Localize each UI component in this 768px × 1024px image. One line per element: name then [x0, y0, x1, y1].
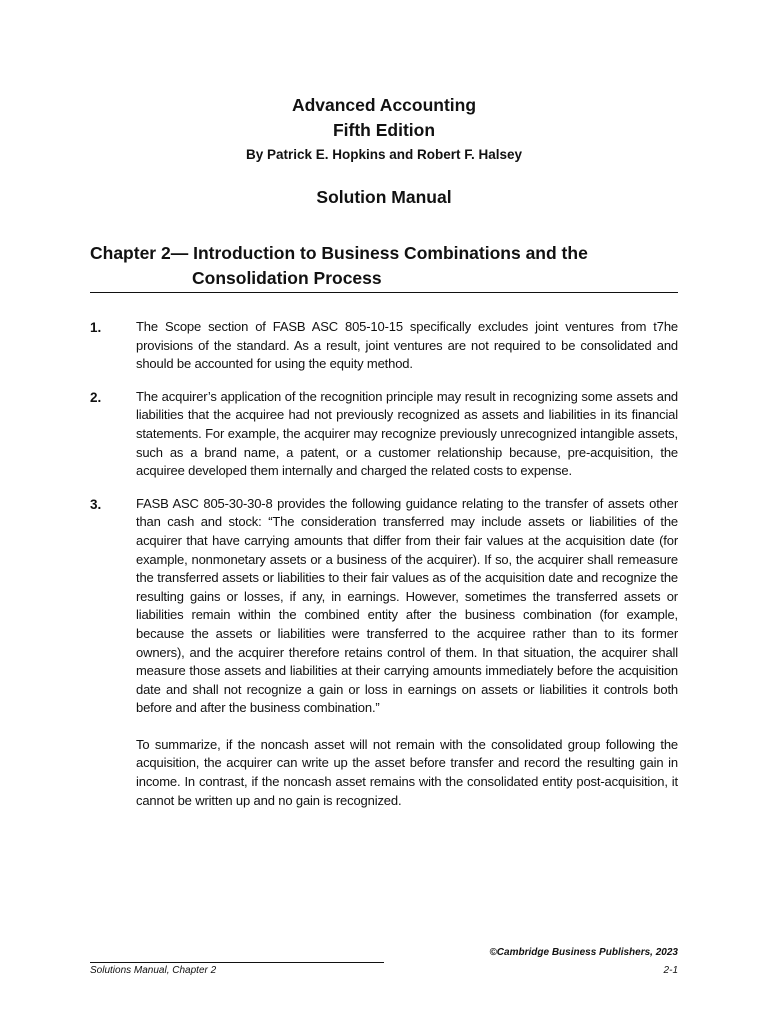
chapter-heading-line1: Chapter 2— Introduction to Business Combinations and the [90, 243, 588, 263]
solution-number: 3. [90, 496, 102, 512]
document-header [0, 93, 768, 208]
solution-paragraph: The acquirer’s application of the recognition principle may result in recognizing some assets and liabilities that the acquiree had not previously recognized as assets and liabilities in its financial statements. For example, the acquirer may recognize previously unrecognized intangible assets, such as a brand name, a patent, or a customer relationship because, pre-acquisition, the acquiree developed them internally and charged the related costs to expense. [136, 388, 678, 479]
solution-number: 2. [90, 389, 102, 405]
solution-paragraph: The Scope section of FASB ASC 805-10-15 specifically excludes joint ventures from t7he provisions of the standard. As a result, joint ventures are not required to be consolidated and should be accounted for using the equity method. [136, 319, 678, 372]
copyright-notice: ©Cambridge Business Publishers, 2023 [489, 947, 678, 958]
solution-body [136, 388, 678, 481]
solution-paragraph: FASB ASC 805-30-30-8 provides the following guidance relating to the transfer of assets other than cash and stock: “The consideration transferred may include assets or liabilities of the acquirer that have carrying amounts that differ from their fair values at the acquisition date (for example, nonmonetary assets or a business of the acquirer). If so, the acquirer shall remeasure the transferred assets or liabilities to their fair values as of the acquisition date and recognize the resulting gains or losses, if any, in earnings. However, sometimes the transferred assets or liabilities remain within the combined entity after the business combination (for example, because the assets or liabilities were transferred to the acquiree rather than to its former owners), and the acquirer therefore retains control of them. In that situation, the acquirer shall measure those assets and liabilities at their carrying amounts immediately before the acquisition date and shall not recognize a gain or loss in earnings on assets or liabilities it controls both before and after the business combination.” [136, 495, 678, 716]
page-footer [90, 965, 678, 976]
book-authors: By Patrick E. Hopkins and Robert F. Halsey [245, 147, 523, 162]
solution-number: 1. [90, 320, 102, 335]
solution-item [90, 388, 678, 481]
solution-paragraph: To summarize, if the noncash asset will not remain with the consolidated group following the acquisition, the acquirer can write up the asset before transfer and record the resulting gain in income. In contrast, if the noncash asset remains with the consolidated entity post-acquisition, it cannot be written up and no gain is recognized. [136, 736, 678, 808]
page-number: 2-1 [663, 965, 678, 976]
solution-body [136, 318, 678, 374]
book-edition: Fifth Edition [332, 120, 436, 140]
chapter-divider [90, 292, 678, 293]
footer-divider [90, 962, 384, 963]
solution-body [136, 495, 678, 811]
manual-title: Solution Manual [316, 187, 452, 207]
book-title: Advanced Accounting [291, 95, 477, 115]
footer-left-label: Solutions Manual, Chapter 2 [90, 965, 217, 976]
solution-item [90, 318, 678, 374]
chapter-heading [90, 241, 678, 291]
chapter-heading-line2: Consolidation Process [192, 268, 382, 288]
solution-list [90, 318, 678, 824]
solution-item [90, 495, 678, 811]
